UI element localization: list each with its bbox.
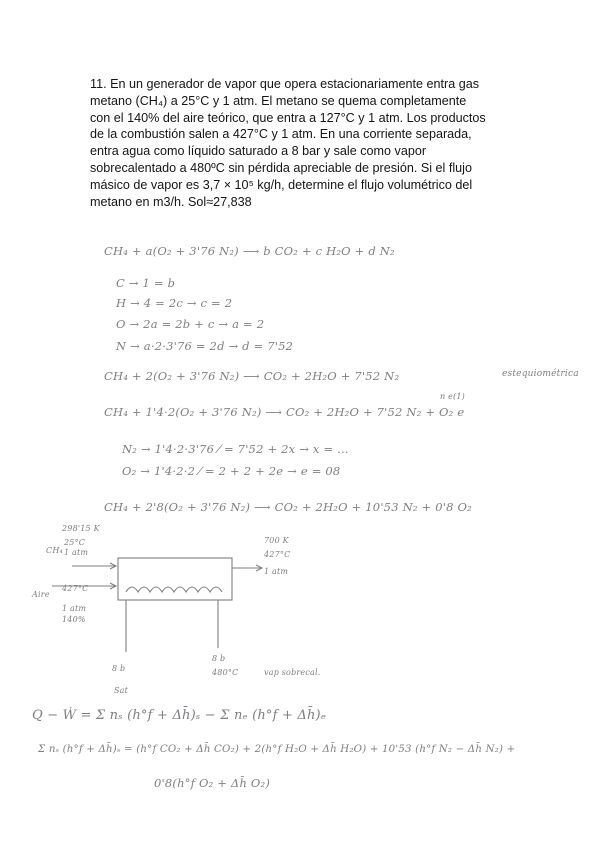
methane-label: CH₄ <box>46 546 63 555</box>
problem-line: másico de vapor es 3,7 × 10⁵ kg/h, determine el flujo volumétrico del <box>90 177 473 192</box>
oxygen-excess-balance: O₂ → 1'4·2·2 ⁄ = 2 + 2 + 2e → e = 08 <box>122 464 341 478</box>
excess-annotation: n e(1) <box>440 392 465 401</box>
generator-box <box>118 558 232 600</box>
air-temperature: 427°C <box>62 584 89 593</box>
problem-line: metano en m3/h. Sol≈27,838 <box>90 194 252 209</box>
water-inlet-pressure: 8 b <box>112 664 126 673</box>
water-outlet-temperature: 480°C <box>212 668 239 677</box>
air-pressure: 1 atm <box>62 604 87 613</box>
methane-temperature: 25°C <box>64 538 86 547</box>
stoichiometric-note: estequiométrica <box>502 369 579 379</box>
reaction-equation-general: CH₄ + a(O₂ + 3'76 N₂) ⟶ b CO₂ + c H₂O + d N₂ <box>104 244 395 258</box>
air-label: Aire <box>32 590 50 599</box>
hydrogen-balance: H → 4 = 2c → c = 2 <box>116 296 233 310</box>
problem-line: con el 140% del aire teórico, que entra a 127°C y 1 atm. Los productos <box>90 110 486 125</box>
methane-temp-kelvin: 298'15 K <box>62 524 100 533</box>
products-temperature: 427°C <box>264 550 291 559</box>
problem-line: 11. En un generador de vapor que opera estacionariamente entra gas <box>90 77 480 91</box>
water-outlet-pressure: 8 b <box>212 654 226 663</box>
heat-exchanger-coil <box>126 587 222 592</box>
reaction-equation-final: CH₄ + 2'8(O₂ + 3'76 N₂) ⟶ CO₂ + 2H₂O + 10'53 N₂ + 0'8 O₂ <box>104 500 472 514</box>
reaction-equation-stoichiometric: CH₄ + 2(O₂ + 3'76 N₂) ⟶ CO₂ + 2H₂O + 7'52 N₂ <box>104 369 400 383</box>
carbon-balance: C → 1 = b <box>116 276 176 290</box>
reaction-equation-excess-air: CH₄ + 1'4·2(O₂ + 3'76 N₂) ⟶ CO₂ + 2H₂O + 7'52 N₂ + O₂ e <box>104 405 465 419</box>
problem-line: sobrecalentado a 480ºC sin pérdida apreciable de presión. Si el flujo <box>90 160 472 175</box>
methane-pressure: 1 atm <box>64 548 89 557</box>
water-outlet-state: vap sobrecal. <box>264 668 321 677</box>
energy-balance-equation: Q − Ẇ = Σ nₛ (h°f + Δh̄)ₛ − Σ nₑ (h°f + Δh̄)ₑ <box>32 708 327 723</box>
nitrogen-balance: N → a·2·3'76 = 2d → d = 7'52 <box>116 339 294 353</box>
water-inlet-state: Sat <box>114 686 129 695</box>
products-pressure: 1 atm <box>264 567 289 576</box>
products-enthalpy-sum: Σ nₛ (h°f + Δh̄)ₛ = (h°f CO₂ + Δh̄ CO₂) + 2(h°f H₂O + Δh̄ H₂O) + 10'53 (h°f N₂ − Δh̄ N₂) + <box>38 744 516 755</box>
products-temp-kelvin: 700 K <box>264 536 289 545</box>
air-percent: 140% <box>62 615 86 624</box>
products-enthalpy-sum-continued: 0'8(h°f O₂ + Δh̄ O₂) <box>154 776 271 790</box>
oxygen-balance: O → 2a = 2b + c → a = 2 <box>116 317 265 331</box>
nitrogen-excess-balance: N₂ → 1'4·2·3'76 ⁄ = 7'52 + 2x → x = ... <box>122 442 349 456</box>
problem-line: entra agua como líquido saturado a 8 bar y sale como vapor <box>90 144 427 159</box>
problem-line: metano (CH₄) a 25°C y 1 atm. El metano se quema completamente <box>90 93 467 108</box>
problem-line: de la combustión salen a 427°C y 1 atm. En una corriente separada, <box>90 127 472 142</box>
